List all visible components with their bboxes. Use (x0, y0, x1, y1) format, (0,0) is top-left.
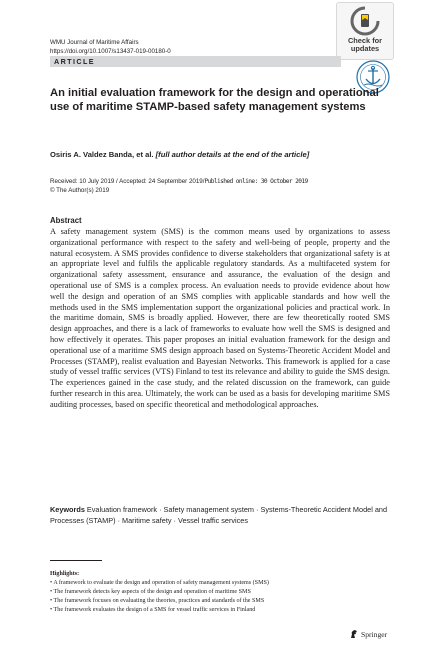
received-accepted-date: Received: 10 July 2019 / Accepted: 24 September 2019/ (50, 178, 205, 185)
keywords (50, 504, 390, 526)
highlight-item: • The framework detects key aspects of the design and operation of maritime SMS (50, 588, 251, 595)
keywords-text: Evaluation framework · Safety management system · Systems-Theoretic Accident Model and Processes (STAMP) · Maritime safety · Vessel traffic services (50, 505, 388, 525)
check-updates-icon (350, 6, 380, 36)
author-names: Osiris A. Valdez Banda, et al. (50, 150, 156, 159)
check-updates-line1: Check for (347, 36, 383, 45)
journal-info (50, 38, 171, 56)
doi-link[interactable]: https://doi.org/10.1007/s13437-019-00180-0 (50, 48, 171, 55)
article-type-bar (50, 56, 341, 67)
publication-dates (50, 178, 308, 195)
author-line (50, 150, 309, 159)
highlights (50, 570, 390, 615)
abstract-text: A safety management system (SMS) is the common means used by organizations to assess organizational performance with respect to the safety and well-being of people, property and the natural ecosystem. A SMS provides confidence to diverse stakeholders that organizational safety is at an appropriate level and fulfils the applicable regulatory standards. As a multifaceted system for organizational safety assessment, ensurance and assurance, the evaluation of the design and operational use of SMS is a complex process. An evaluation needs to provide evidence about how well the design and operation of an SMS complies with applicable standards and how well the methods used in the SMS implementation support the organizational policies and practical work. In the maritime domain, SMS is broadly applied. However, there are few theoretically rooted SMS design approaches, and there is a lack of frameworks to evaluate how well the SMS is designed and how effectively it operates. This paper proposes an initial evaluation framework for the design and operational use of a maritime SMS design approach based on Systems-Theoretic Accident Model and Processes (STAMP), realist evaluation and Bayesian Networks. This framework is applied for a case study of vessel traffic services (VTS) Finland to test its relevance and ability to guide the SMS design. The experiences gained in the case study, and the related discussion on the framework, can guide further research in this area. Ultimately, the work can be used as a basis for developing maritime SMS auditing processes, based on specific theoretical and methodological approaches. (50, 227, 390, 409)
journal-name: WMU Journal of Maritime Affairs (50, 39, 139, 46)
footnote-divider (50, 560, 102, 561)
springer-horse-icon (349, 629, 359, 639)
highlight-item: • The framework focuses on evaluating the theories, practices and standards of the SMS (50, 597, 265, 604)
author-details-link[interactable]: [full author details at the end of the article] (155, 150, 310, 159)
article-type-label: ARTICLE (54, 57, 95, 66)
copyright-notice: © The Author(s) 2019 (50, 186, 110, 194)
highlight-item: • The framework evaluates the design of a SMS for vessel traffic services in Finland (50, 606, 256, 613)
check-updates-line2: updates (350, 44, 380, 53)
published-online-date: Published online: 30 October 2019 (204, 178, 308, 185)
publisher-name: Springer (361, 629, 388, 639)
keywords-label: Keywords (50, 505, 85, 514)
abstract-heading: Abstract (50, 216, 82, 225)
springer-logo (349, 629, 387, 639)
highlights-heading: Highlights: (50, 571, 80, 577)
check-for-updates-badge[interactable] (336, 2, 394, 60)
highlight-item: • A framework to evaluate the design and operation of safety management systems (SMS) (50, 579, 269, 586)
article-title: An initial evaluation framework for the design and operational use of maritime STAMP-based safety management systems (50, 87, 379, 113)
